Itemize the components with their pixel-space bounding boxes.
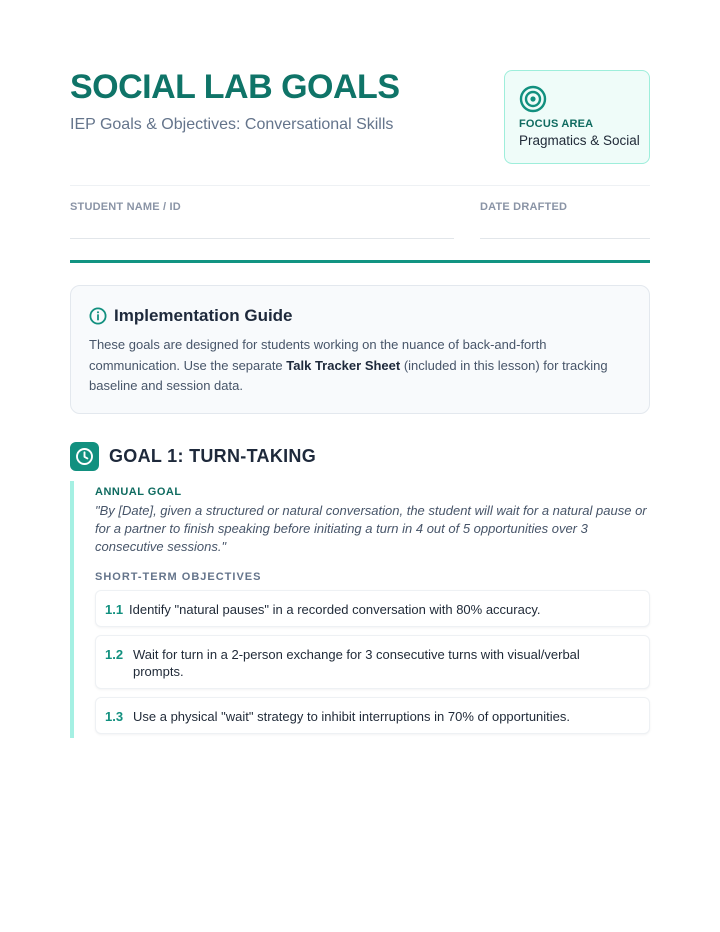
clock-icon [70,442,99,471]
objective-text: Wait for turn in a 2-person exchange for 3 consecutive turns with visual/verbal prompts. [133,647,580,679]
guide-title: Implementation Guide [114,306,293,325]
talk-tracker-sheet-reference: Talk Tracker Sheet [286,357,401,373]
student-name-field[interactable] [70,238,454,239]
page-title: SOCIAL LAB GOALS [70,68,400,106]
focus-area-value: Pragmatics & Social [519,133,640,148]
objective-text: Use a physical "wait" strategy to inhibit interruptions in 70% of opportunities. [133,709,571,724]
date-drafted-label: DATE DRAFTED [480,201,568,213]
annual-goal-text: "By [Date], given a structured or natural conversation, the student will wait for a natural pause or for a partner to finish speaking before initiating a turn in 4 out of 5 opportunities over 3 consecutive sessions." [95,503,647,554]
guide-text-before: These goals are designed for students working on the nuance of back-and-forth communication. Use the separate [89,337,547,373]
objective-number: 1.1 [105,602,124,617]
focus-area-card [504,70,650,164]
section-divider [70,260,650,263]
objective-item [95,590,650,627]
goal-accent-bar [70,481,74,738]
implementation-guide [70,285,650,414]
objective-number: 1.2 [105,647,124,662]
header-divider [70,185,650,186]
objective-item [95,635,650,689]
student-name-label: STUDENT NAME / ID [70,201,181,213]
page-subtitle: IEP Goals & Objectives: Conversational Skills [70,116,394,133]
focus-area-label: FOCUS AREA [519,118,594,130]
objective-number: 1.3 [105,709,124,724]
objective-item [95,697,650,734]
short-term-objectives-label: SHORT-TERM OBJECTIVES [95,571,262,583]
target-icon [519,85,547,113]
date-drafted-field[interactable] [480,238,650,239]
guide-text-after: (included in this lesson) for tracking baseline and session data. [89,357,608,393]
info-icon [89,307,107,325]
annual-goal-label: ANNUAL GOAL [95,486,182,498]
goal-title: GOAL 1: TURN-TAKING [109,446,317,466]
goal-badge [70,442,99,471]
objective-text: Identify "natural pauses" in a recorded conversation with 80% accuracy. [129,602,541,617]
guide-text [89,335,634,397]
